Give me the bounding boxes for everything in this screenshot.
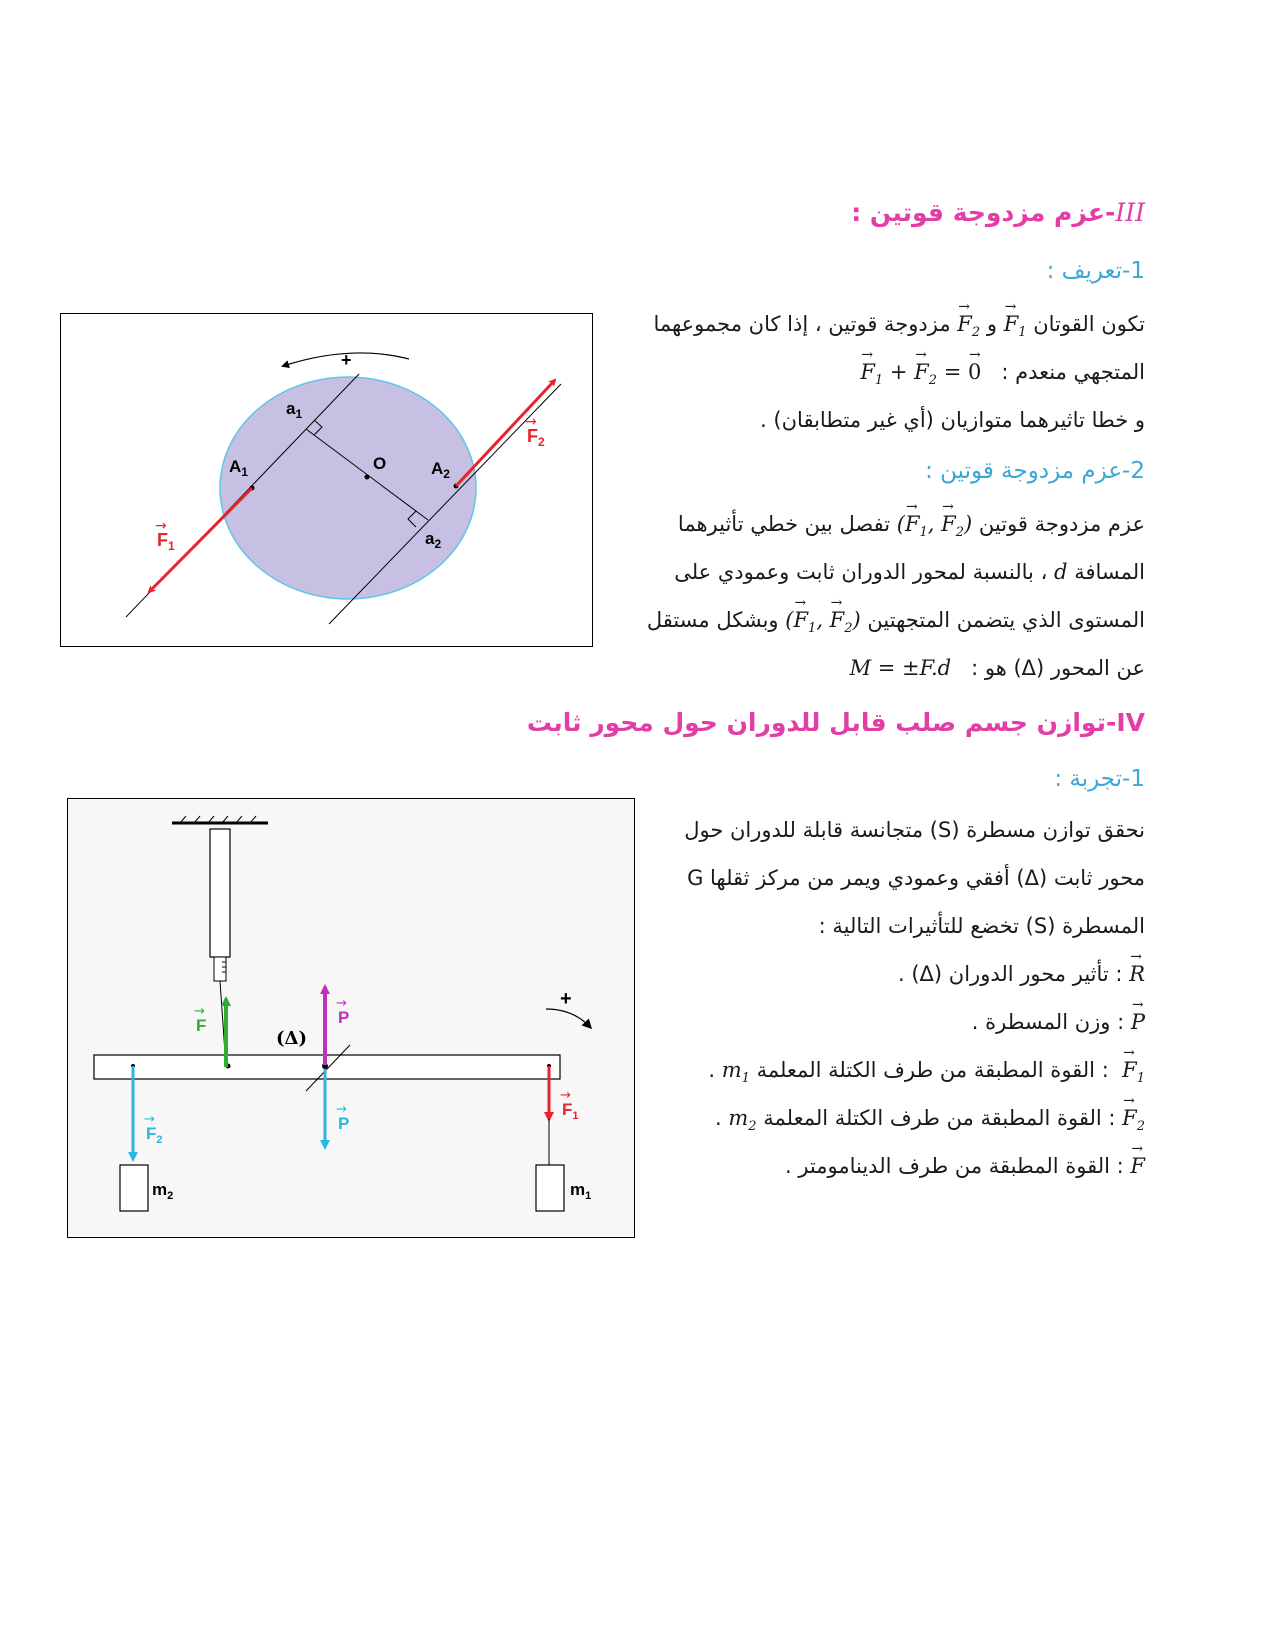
label-a2: $a_2$ bbox=[425, 529, 442, 551]
definition-line-1: تكون القوتان → $F_1$ و → $F_2$ مزدوجة قوتين ، إذا كان مجموعهما bbox=[653, 312, 1145, 340]
force-f2-arrow bbox=[456, 380, 555, 486]
svg-text:→: → bbox=[525, 414, 537, 430]
item-F2: → $F_2$ : القوة المطبقة من طرف الكتلة المعلمة $m_2$ . bbox=[715, 1106, 1145, 1134]
item-R: → R : تأثير محور الدوران (Δ) . bbox=[898, 962, 1145, 986]
label-A1: $A_1$ bbox=[229, 457, 248, 479]
experiment-heading: 1-تجربة : bbox=[1054, 766, 1145, 792]
svg-text:→: → bbox=[155, 518, 167, 534]
plus-sign: + bbox=[341, 350, 352, 370]
dynamometer bbox=[210, 829, 230, 957]
moment-line-3: المستوى الذي يتضمن المتجهتين (→ $F_1$, → $F_2$) وبشكل مستقل bbox=[647, 608, 1145, 636]
definition-line-3: و خطا تاثيرهما متوازيان (أي غير متطابقان) . bbox=[760, 408, 1145, 432]
item-P: → P : وزن المسطرة . bbox=[972, 1010, 1145, 1034]
svg-text:→: → bbox=[560, 1088, 571, 1103]
section3-heading bbox=[851, 198, 1145, 227]
label-F2: $F_2$ bbox=[527, 426, 545, 449]
label-P-down: P bbox=[338, 1114, 350, 1133]
label-F1: $F_1$ bbox=[157, 530, 175, 553]
equilibrium-figure bbox=[67, 798, 635, 1238]
experiment-line-1: نحقق توازن مسطرة (S) متجانسة قابلة للدوران حول bbox=[684, 818, 1145, 842]
label-F: F bbox=[196, 1016, 207, 1035]
axis-label: (Δ) bbox=[276, 1028, 307, 1049]
section4-heading: IV-توازن جسم صلب قابل للدوران حول محور ثابت bbox=[526, 708, 1145, 737]
experiment-line-2: محور ثابت (Δ) أفقي وعمودي ويمر من مركز ثقلها G bbox=[687, 866, 1145, 890]
label-m1: $m_1$ bbox=[570, 1180, 592, 1202]
label-m2: $m_2$ bbox=[152, 1180, 174, 1202]
label-O: O bbox=[373, 454, 387, 473]
disc bbox=[220, 377, 476, 599]
definition-line-2: المتجهي منعدم : → $F_1$ + → $F_2$ = → 0 bbox=[860, 360, 1145, 388]
mass-m1 bbox=[536, 1165, 564, 1211]
section3-numeral: III bbox=[1115, 198, 1145, 227]
svg-text:→: → bbox=[144, 1112, 155, 1127]
moment-line-1: عزم مزدوجة قوتين (→ $F_1$, → $F_2$) تفصل بين خطي تأثيرهما bbox=[678, 512, 1145, 540]
svg-text:→: → bbox=[336, 1102, 347, 1117]
plus-sign: + bbox=[560, 988, 572, 1010]
moment-line-4: عن المحور (Δ) هو : M = ±F.d bbox=[849, 656, 1145, 680]
mass-m2 bbox=[120, 1165, 148, 1211]
label-F1: $F_1$ bbox=[562, 1100, 579, 1122]
vector-sum-formula: → $F_1$ + → $F_2$ = → 0 bbox=[860, 360, 981, 384]
definition-heading: 1-تعريف : bbox=[1046, 258, 1145, 284]
couple-moment-heading: 2-عزم مزدوجة قوتين : bbox=[925, 458, 1145, 484]
label-A2: $A_2$ bbox=[431, 459, 450, 481]
label-F2: $F_2$ bbox=[146, 1124, 163, 1146]
svg-text:→: → bbox=[336, 996, 347, 1011]
rotation-sense-arrow bbox=[546, 1009, 590, 1027]
svg-text:→: → bbox=[194, 1004, 205, 1019]
moment-line-2: المسافة d ، بالنسبة لمحور الدوران ثابت وعمودي على bbox=[674, 560, 1145, 584]
label-a1: $a_1$ bbox=[286, 399, 303, 421]
label-P-up: P bbox=[338, 1008, 350, 1027]
moment-formula: M = ±F.d bbox=[849, 656, 952, 680]
experiment-line-3: المسطرة (S) تخضع للتأثيرات التالية : bbox=[818, 914, 1145, 938]
couple-figure bbox=[60, 313, 593, 647]
item-F1: → $F_1$ : القوة المطبقة من طرف الكتلة المعلمة $m_1$ . bbox=[708, 1058, 1145, 1086]
item-F: → F : القوة المطبقة من طرف الدينامومتر . bbox=[785, 1154, 1145, 1178]
section3-title: -عزم مزدوجة قوتين : bbox=[851, 198, 1116, 227]
